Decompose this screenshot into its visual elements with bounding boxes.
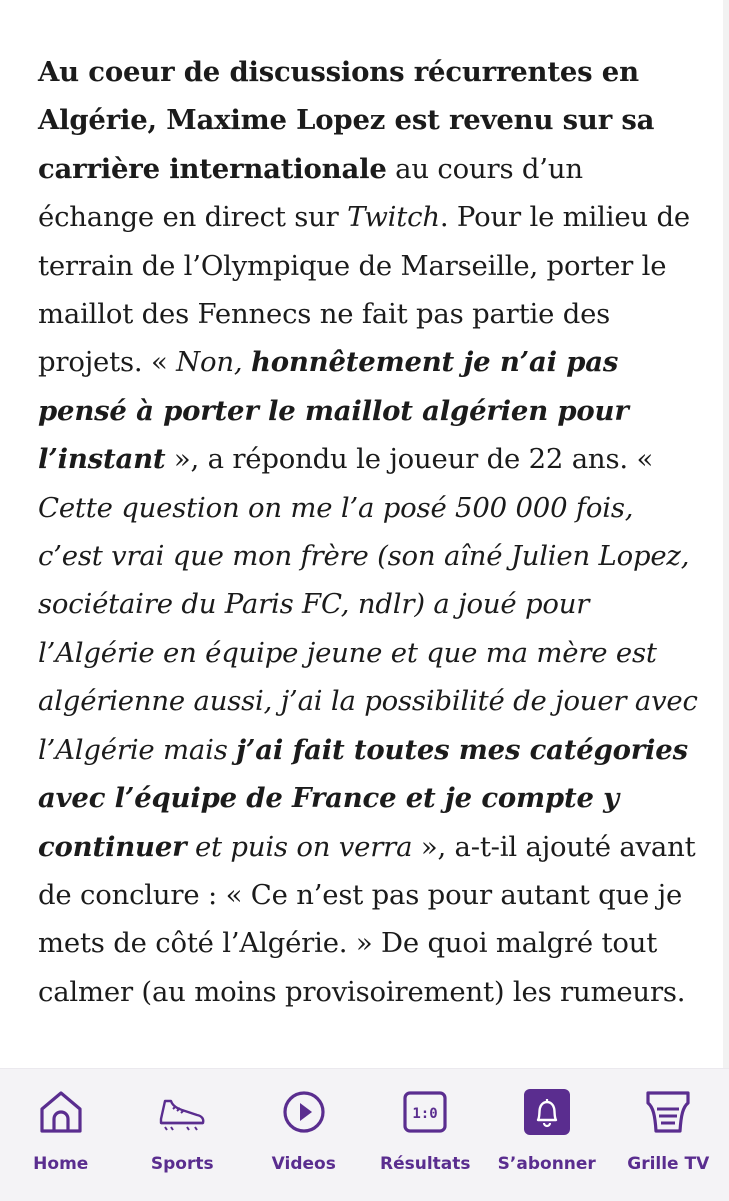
tv-guide-icon bbox=[643, 1087, 693, 1137]
quote-bold-italic: honnêtement je n’ai pas pensé à porter le maillot algérien pour l’instant bbox=[38, 346, 629, 476]
nav-label: Home bbox=[33, 1154, 89, 1174]
nav-resultats[interactable] bbox=[365, 1069, 485, 1174]
nav-label: Résultats bbox=[379, 1154, 471, 1174]
bold-intro: Au coeur de discussions récurrentes en Algérie, Maxime Lopez est revenu sur sa carrière internationale bbox=[38, 56, 655, 185]
quote-italic: Non, bbox=[176, 346, 251, 379]
bottom-nav bbox=[0, 1068, 729, 1201]
scrollbar[interactable] bbox=[723, 0, 729, 1068]
quote-italic: Cette question on me l’a posé 500 000 fois, c’est vrai que mon frère (son aîné Julien Lopez, sociétaire du Paris FC, ndlr) a joué pour l’Algérie en équipe jeune et que ma mère est algérienne aussi, j’ai la possibilité de jouer avec l’Algérie mais bbox=[38, 491, 698, 766]
text-span: », a répondu le joueur de 22 ans. « bbox=[165, 443, 654, 476]
bell-icon bbox=[522, 1087, 572, 1137]
nav-label: Sports bbox=[150, 1154, 214, 1174]
play-icon bbox=[279, 1087, 329, 1137]
nav-label: S’abonner bbox=[497, 1154, 596, 1174]
sneaker-icon bbox=[157, 1087, 207, 1137]
text-span: au cours d’un échange en direct sur bbox=[38, 152, 583, 234]
quote-bold-italic: j’ai fait toutes mes catégories avec l’équipe de France et je compte y continuer bbox=[38, 733, 688, 863]
article-paragraph bbox=[38, 48, 700, 1016]
twitch-italic: Twitch bbox=[347, 201, 440, 234]
nav-label: Grille TV bbox=[627, 1154, 710, 1174]
nav-sabonner[interactable] bbox=[487, 1069, 607, 1174]
home-icon bbox=[36, 1087, 86, 1137]
scoreboard-text: 1:0 bbox=[412, 1106, 438, 1122]
scoreboard-icon bbox=[400, 1087, 450, 1137]
nav-home[interactable] bbox=[1, 1069, 121, 1174]
article-body bbox=[38, 48, 700, 1016]
nav-grille-tv[interactable] bbox=[608, 1069, 728, 1174]
text-span: », a-t-il ajouté avant de conclure : « Ce n’est pas pour autant que je mets de côté l’Algérie. » De quoi malgré tout calmer (au moins provisoirement) les rumeurs. bbox=[38, 830, 696, 1008]
nav-label: Videos bbox=[271, 1154, 336, 1174]
nav-videos[interactable] bbox=[244, 1069, 364, 1174]
nav-sports[interactable] bbox=[122, 1069, 242, 1174]
quote-italic: et puis on verra bbox=[186, 830, 413, 863]
text-span: . Pour le milieu de terrain de l’Olympique de Marseille, porter le maillot des Fennecs ne fait pas partie des projets. « bbox=[38, 201, 690, 379]
